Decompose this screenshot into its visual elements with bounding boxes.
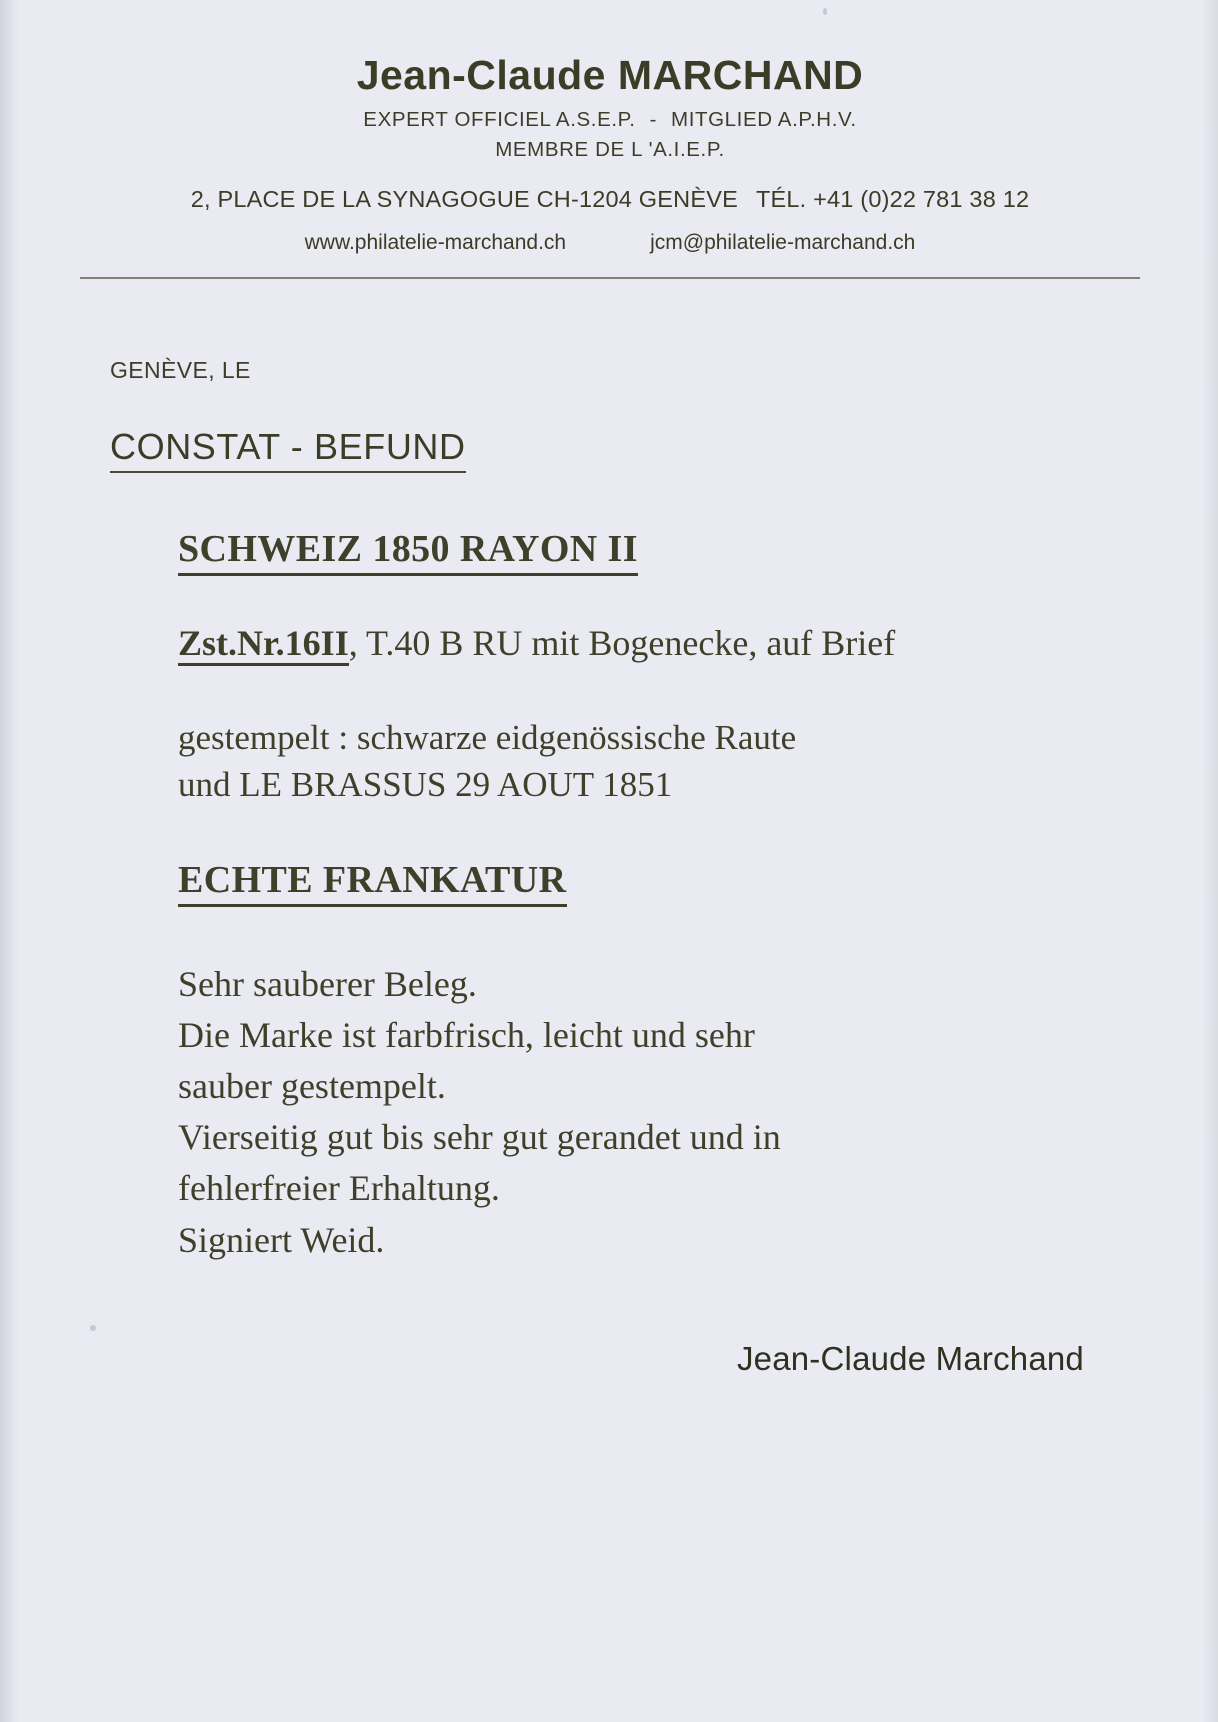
condition-description bbox=[178, 959, 1078, 1266]
cancellation-line-1: gestempelt : schwarze eidgenössische Raute bbox=[178, 717, 797, 757]
contact-line bbox=[18, 231, 1202, 255]
cancellation-line-2: und LE BRASSUS 29 AOUT 1851 bbox=[178, 764, 673, 804]
description-line: fehlerfreier Erhaltung. bbox=[178, 1168, 500, 1209]
document-body bbox=[18, 357, 1202, 1378]
credential-aiep: MEMBRE DE L 'A.I.E.P. bbox=[495, 138, 725, 161]
verdict-label: ECHTE FRANKATUR bbox=[178, 858, 567, 907]
place-date-line: GENÈVE, LE bbox=[110, 357, 251, 383]
scan-speck bbox=[823, 8, 827, 15]
address-line bbox=[18, 186, 1202, 213]
email-address[interactable]: jcm@philatelie-marchand.ch bbox=[650, 231, 916, 254]
description-line: Die Marke ist farbfrisch, leicht und sehr bbox=[178, 1015, 755, 1056]
cancellation-info bbox=[178, 714, 1078, 809]
description-line: Signiert Weid. bbox=[178, 1219, 385, 1260]
phone-number: TÉL. +41 (0)22 781 38 12 bbox=[755, 186, 1030, 212]
item-title: SCHWEIZ 1850 RAYON II bbox=[178, 527, 638, 576]
catalog-description: , T.40 B RU mit Bogenecke, auf Brief bbox=[348, 623, 896, 663]
certificate-sheet bbox=[18, 0, 1202, 1722]
credentials-line bbox=[18, 108, 1202, 132]
catalog-reference bbox=[178, 620, 1058, 668]
website-url[interactable]: www.philatelie-marchand.ch bbox=[304, 231, 567, 254]
certificate-content bbox=[178, 473, 1202, 1266]
credential-separator: - bbox=[649, 108, 658, 131]
description-line: sauber gestempelt. bbox=[178, 1066, 446, 1107]
credential-asep: EXPERT OFFICIEL A.S.E.P. bbox=[363, 108, 636, 131]
scan-speck bbox=[90, 1325, 96, 1331]
expert-name: Jean-Claude MARCHAND bbox=[356, 52, 864, 98]
description-line: Sehr sauberer Beleg. bbox=[178, 964, 477, 1005]
letterhead bbox=[18, 0, 1202, 255]
signature-name: Jean-Claude Marchand bbox=[736, 1339, 1084, 1377]
catalog-number: Zst.Nr.16II bbox=[178, 623, 349, 666]
credential-aphv: MITGLIED A.P.H.V. bbox=[671, 108, 857, 131]
header-divider bbox=[80, 277, 1140, 279]
document-heading: CONSTAT - BEFUND bbox=[110, 426, 466, 473]
postal-address: 2, PLACE DE LA SYNAGOGUE CH-1204 GENÈVE bbox=[190, 186, 738, 212]
description-line: Vierseitig gut bis sehr gut gerandet und in bbox=[178, 1117, 781, 1158]
